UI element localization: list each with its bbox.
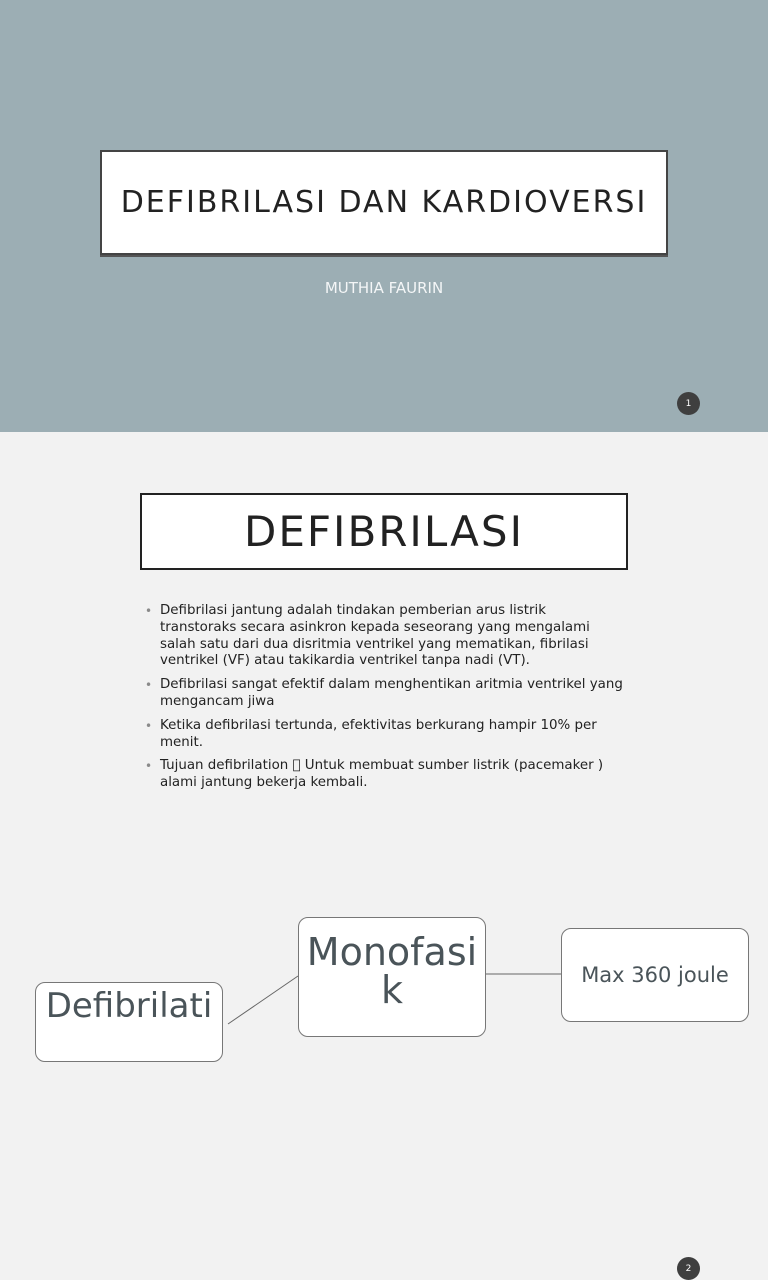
slide-title <box>0 0 768 432</box>
node-label: Max 360 joule <box>581 963 729 987</box>
author-subtitle: MUTHIA FAURIN <box>324 279 444 297</box>
title-box <box>100 150 668 255</box>
page-number-badge: 1 <box>677 392 700 415</box>
connector-line <box>228 976 298 1024</box>
node-label: Defibrilati <box>45 986 213 1026</box>
node-label: k <box>380 968 403 1012</box>
slide-defibrilasi <box>0 432 768 1274</box>
bullet-item: • Ketika defibrilasi tertunda, efektivitas berkurang hampir 10% per menit. <box>145 718 625 752</box>
bullet-list <box>145 603 625 799</box>
slide-title-text: DEFIBRILASI DAN KARDIOVERSI <box>120 185 648 220</box>
page-number-badge: 2 <box>677 1257 700 1280</box>
node-label: Monofasi <box>306 930 478 974</box>
diagram-node-monofasik <box>298 917 486 1037</box>
bullet-item: • Defibrilasi sangat efektif dalam menghentikan aritmia ventrikel yang mengancam jiwa <box>145 677 625 711</box>
diagram-node-defibrilation <box>35 982 223 1062</box>
diagram-node-max-joule <box>561 928 749 1022</box>
bullet-item: • Defibrilasi jantung adalah tindakan pemberian arus listrik transtoraks secara asinkron kepada seseorang yang mengalami salah satu dari dua disritmia ventrikel yang mematikan, fibrilasi ventrikel (VF) atau takikardia ventrikel tanpa nadi (VT). <box>145 603 625 670</box>
heading-box <box>140 493 628 570</box>
slide-heading: DEFIBRILASI <box>244 507 524 556</box>
bullet-item: • Tujuan defibrilation   Untuk membuat sumber listrik (pacemaker ) alami jantung bekerja kembali. <box>145 758 625 792</box>
